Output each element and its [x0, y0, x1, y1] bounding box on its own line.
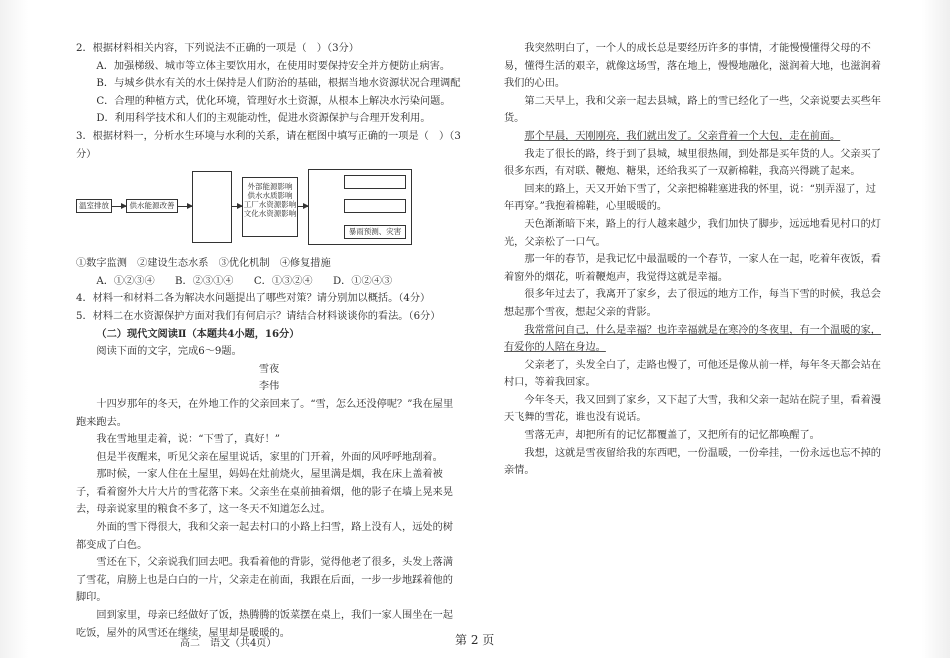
flow-blank-box-3: [344, 199, 406, 213]
question-5: 5．材料二在水资源保护方面对我们有何启示？请结合材料谈谈你的看法。（6分）: [76, 310, 441, 322]
question-3: 3．根据材料一，分析水生环境与水利的关系，请在框图中填写正确的一项是（ ）（3分）: [76, 130, 461, 160]
option-2d: D．利用科学技术和人们的主观能动性，促进水资源保护与合理开发利用。: [96, 113, 431, 125]
option-2a: A．加强梯级、城市等立体主要饮用水，在使用时要保持安全并方便防止病害。: [96, 60, 451, 72]
flow-blank-box-2: [344, 175, 406, 189]
passage-paragraph: 很多年过去了，我离开了家乡，去了很远的地方工作，每当下雪的时候，我总会想起那个雪夜，想起父亲的背影。: [504, 289, 881, 318]
passage-paragraph: 父亲老了，头发全白了，走路也慢了，可他还是像从前一样，每年冬天都会站在村口，等着我回家。: [504, 359, 881, 389]
footer-subject: 高二 语文（共4页）: [180, 638, 277, 649]
passage-paragraph: 我在雪地里走着，说：“下雪了，真好！”: [96, 434, 280, 446]
section-heading: （二）现代文阅读Ⅱ（本题共4小题，16分）: [96, 327, 300, 340]
passage-paragraph: 雪还在下，父亲说我们回去吧。我看着他的背影，觉得他老了很多，头发上落满了雪花，肩膀上也是白白的一片，父亲走在前面，我跟在后面，一步一步地踩着他的脚印。: [76, 557, 453, 604]
question-4: 4．材料一和材料二各为解决水问题提出了哪些对策？请分别加以概括。（4分）: [76, 293, 431, 305]
passage-paragraph: 雪落无声，却把所有的记忆都覆盖了，又把所有的记忆都唤醒了。: [524, 430, 820, 442]
passage-paragraph: 第二天早上，我和父亲一起去县城，路上的雪已经化了一些，父亲说要去买些年货。: [504, 95, 881, 125]
passage-author: 李伟: [258, 381, 280, 393]
passage-paragraph: 回到家里，母亲已经做好了饭，热腾腾的饭菜摆在桌上，我们一家人围坐在一起吃饭，屋外的风雪还在继续，屋里却是暖暖的。: [76, 610, 453, 639]
flow-blank-box-1: [192, 171, 232, 243]
flow-center-line: 供水水质影响: [247, 191, 293, 201]
left-column: [76, 40, 462, 642]
passage-paragraph: 我想，这就是雪夜留给我的东西吧，一份温暖，一份牵挂，一份永远也忘不掉的亲情。: [504, 447, 881, 477]
passage-paragraph: 我走了很长的路，终于到了县城，城里很热闹，到处都是买年货的人。父亲买了很多东西，有对联、鞭炮、糖果，还给我买了一双新棉鞋，我高兴得跳了起来。: [504, 148, 881, 178]
question-3-options: A．①②③④ B．②③①④ C．①③②④ D．①②④③: [96, 275, 393, 287]
passage-paragraph-underlined: 我常常问自己，什么是幸福？也许幸福就是在寒冷的冬夜里，有一个温暖的家，有爱你的人陪在身边。: [504, 324, 881, 354]
flow-center-line: 外部能源影响: [247, 182, 293, 192]
passage-paragraph: 外面的雪下得很大，我和父亲一起去村口的小路上扫雪，路上没有人，远处的树都变成了白色。: [76, 522, 453, 551]
passage-paragraph: 我突然明白了，一个人的成长总是要经历许多的事情，才能慢慢懂得父母的不易，懂得生活的艰辛，就像这场雪，落在地上，慢慢地融化，滋润着大地，也滋润着我们的心田。: [504, 43, 881, 90]
question-2: 2．根据材料相关内容，下列说法不正确的一项是（ ）（3分）: [76, 43, 359, 54]
flow-end-box: 暴雨预测、灾害: [344, 225, 406, 239]
flowchart: [76, 165, 462, 253]
passage-paragraph: 天色渐渐暗下来，路上的行人越来越少，我们加快了脚步，远远地看见村口的灯光，父亲松了一口气。: [504, 218, 881, 248]
flow-center-line: 工厂水资源影响: [243, 200, 297, 210]
flow-arrow: [298, 206, 308, 207]
option-2c: C．合理的种植方式，优化环境，管理好水土资源，从根本上解决水污染问题。: [96, 95, 451, 107]
passage-paragraph: 今年冬天，我又回到了家乡，又下起了大雪，我和父亲一起站在院子里，看着漫天飞舞的雪花，谁也没有说话。: [504, 394, 881, 424]
section-note: 阅读下面的文字，完成6～9题。: [96, 346, 242, 358]
option-2b: B．与城乡供水有关的水土保持是人们防治的基础，根据当地水资源状况合理调配: [96, 78, 461, 90]
flow-mid-box: 供水能源改善: [126, 199, 178, 213]
passage-paragraph: 那一年的春节，是我记忆中最温暖的一个春节，一家人在一起，吃着年夜饭，看着窗外的烟花，听着鞭炮声，我觉得这就是幸福。: [504, 254, 881, 283]
passage-paragraph: 但是半夜醒来，听见父亲在屋里说话，家里的门开着，外面的风呼呼地刮着。: [96, 451, 443, 463]
passage-paragraph: 那时候，一家人住在土屋里，妈妈在灶前烧火，屋里满是烟，我在床上盖着被子，看着窗外大片大片的雪花落下来。父亲坐在桌前抽着烟，他的影子在墙上晃来晃去，母亲说家里的粮食不多了，这一冬天不知道怎么过。: [76, 469, 453, 516]
flow-arrow: [178, 206, 192, 207]
flow-arrow: [112, 206, 126, 207]
flow-center-box: [242, 177, 298, 237]
page-number: 第 2 页: [455, 633, 495, 647]
passage-title: 雪夜: [258, 363, 280, 375]
passage-paragraph: 回来的路上，天又开始下雪了，父亲把棉鞋塞进我的怀里，说：“别弄湿了，过年再穿。”我抱着棉鞋，心里暖暖的。: [504, 183, 876, 213]
passage-paragraph-underlined: 那个早晨，天刚刚亮，我们就出发了。父亲背着一个大包，走在前面。: [524, 130, 841, 142]
question-3-items: ①数字监测 ②建设生态水系 ③优化机制 ④修复措施: [76, 258, 331, 270]
right-column: [504, 40, 884, 480]
flow-center-line: 文化水资源影响: [243, 209, 297, 219]
flow-arrow: [232, 206, 242, 207]
passage-paragraph: 十四岁那年的冬天，在外地工作的父亲回来了。“雪，怎么还没停呢？”我在屋里跑来跑去。: [76, 398, 454, 428]
flow-start-box: 温室排放: [76, 199, 112, 213]
